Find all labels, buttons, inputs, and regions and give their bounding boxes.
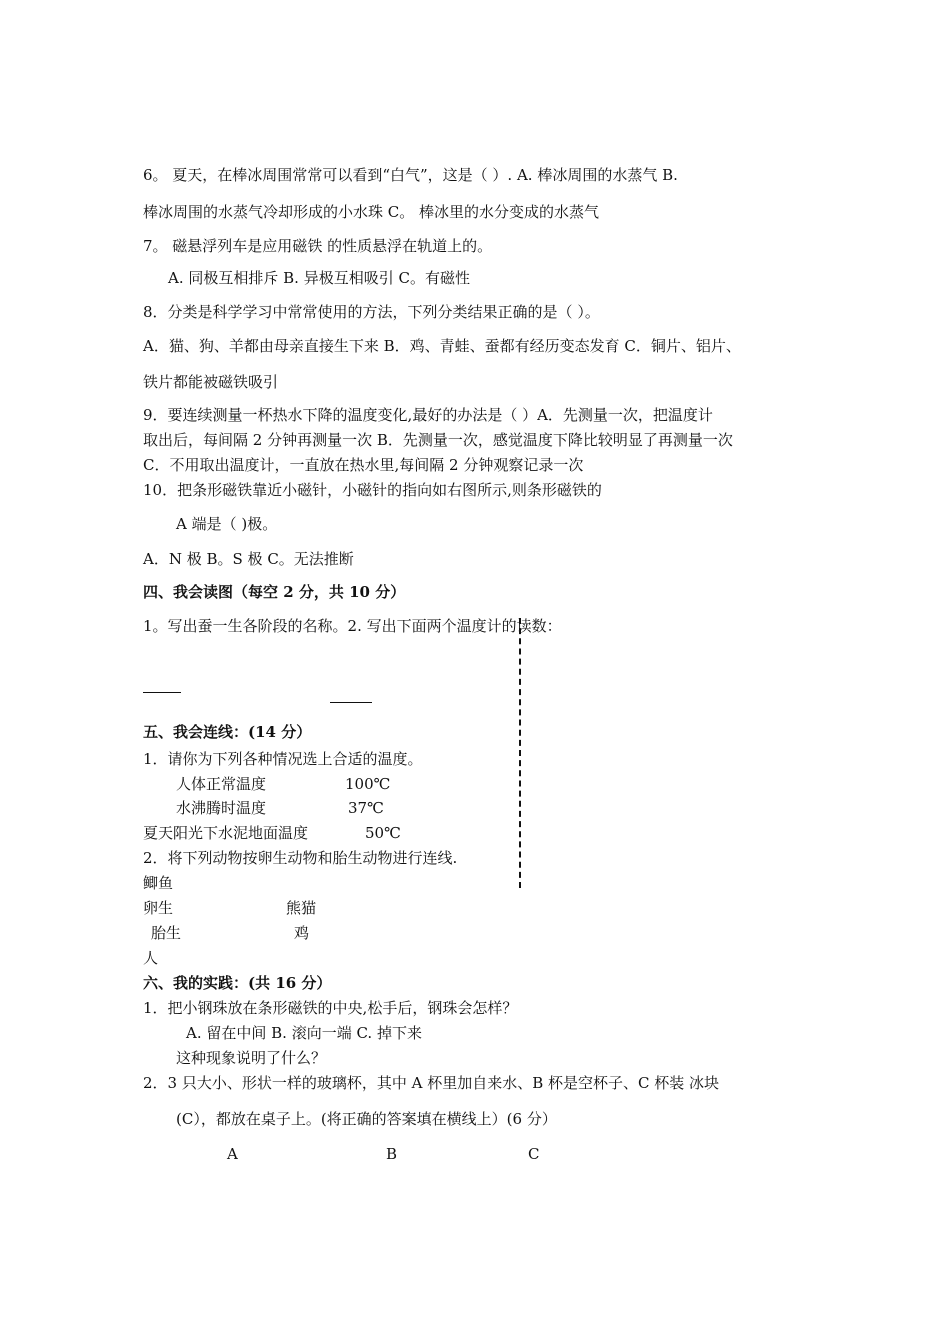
q9-line1: 9．要连续测量一杯热水下降的温度变化,最好的办法是（ ）A．先测量一次，把温度计 (143, 406, 713, 424)
q8-stem: 8．分类是科学学习中常常使用的方法，下列分类结果正确的是（ ）。 (143, 303, 600, 321)
section5-heading: 五、我会连线：(14 分） (143, 723, 312, 741)
answer-blank-1 (143, 692, 181, 693)
section6-q1-followup: 这种现象说明了什么？ (176, 1049, 327, 1067)
temp-value-2: 37℃ (348, 799, 384, 817)
animal-human: 人 (143, 949, 159, 967)
q8-options-line2: 铁片都能被磁铁吸引 (143, 373, 279, 391)
section6-q1-options: A. 留在中间 B. 滚向一端 C. 掉下来 (186, 1024, 422, 1042)
q9-line3: C．不用取出温度计，一直放在热水里,每间隔 2 分钟观察记录一次 (143, 456, 584, 474)
q10-line2: A 端是（ )极。 (176, 515, 278, 533)
animal-panda: 熊猫 (286, 899, 317, 917)
temp-value-3: 50℃ (365, 824, 401, 842)
temp-label-2: 水沸腾时温度 (176, 799, 267, 817)
cup-label-c: C (528, 1145, 540, 1163)
q10-line1: 10．把条形磁铁靠近小磁针，小磁针的指向如右图所示,则条形磁铁的 (143, 481, 602, 499)
animal-1: 鲫鱼 (143, 874, 174, 892)
section6-q2-line1: 2．3 只大小、形状一样的玻璃杯，其中 A 杯里加自来水、B 杯是空杯子、C 杯装 冰块 (143, 1074, 720, 1092)
section6-q1: 1．把小钢珠放在条形磁铁的中央,松手后，钢珠会怎样？ (143, 999, 518, 1017)
answer-blank-2 (330, 702, 372, 703)
dashed-divider (519, 618, 521, 888)
category-oviparous: 卵生 (143, 899, 174, 917)
section5-q2: 2．将下列动物按卵生动物和胎生动物进行连线. (143, 849, 458, 867)
q6-line2: 棒冰周围的水蒸气冷却形成的小水珠 C。 棒冰里的水分变成的水蒸气 (143, 203, 600, 221)
q9-line2: 取出后，每间隔 2 分钟再测量一次 B．先测量一次，感觉温度下降比较明显了再测量一次 (143, 431, 733, 449)
q7-stem: 7。 磁悬浮列车是应用磁铁 的性质悬浮在轨道上的。 (143, 237, 493, 255)
animal-chicken: 鸡 (294, 924, 310, 942)
cup-label-a: A (227, 1145, 238, 1163)
section4-question: 1。写出蚕一生各阶段的名称。2. 写出下面两个温度计的读数： (143, 617, 562, 635)
q10-options: A．N 极 B。S 极 C。无法推断 (143, 550, 354, 568)
section6-heading: 六、我的实践：(共 16 分） (143, 974, 332, 992)
q6-line1: 6。 夏天，在棒冰周围常常可以看到“白气”，这是（ ）. A. 棒冰周围的水蒸气 B. (143, 166, 678, 184)
q7-options: A. 同极互相排斥 B. 异极互相吸引 C。有磁性 (168, 269, 470, 287)
section6-q2-line2: (C），都放在桌子上。(将正确的答案填在横线上）(6 分） (176, 1110, 557, 1128)
temp-label-1: 人体正常温度 (176, 775, 267, 793)
temp-label-3: 夏天阳光下水泥地面温度 (143, 824, 309, 842)
section5-q1: 1．请你为下列各种情况选上合适的温度。 (143, 750, 423, 768)
cup-label-b: B (386, 1145, 398, 1163)
q8-options-line1: A．猫、狗、羊都由母亲直接生下来 B．鸡、青蛙、蚕都有经历变态发育 C．铜片、铝片、 (143, 337, 741, 355)
category-viviparous: 胎生 (151, 924, 182, 942)
temp-value-1: 100℃ (345, 775, 391, 793)
section4-heading: 四、我会读图（每空 2 分，共 10 分） (143, 583, 406, 601)
